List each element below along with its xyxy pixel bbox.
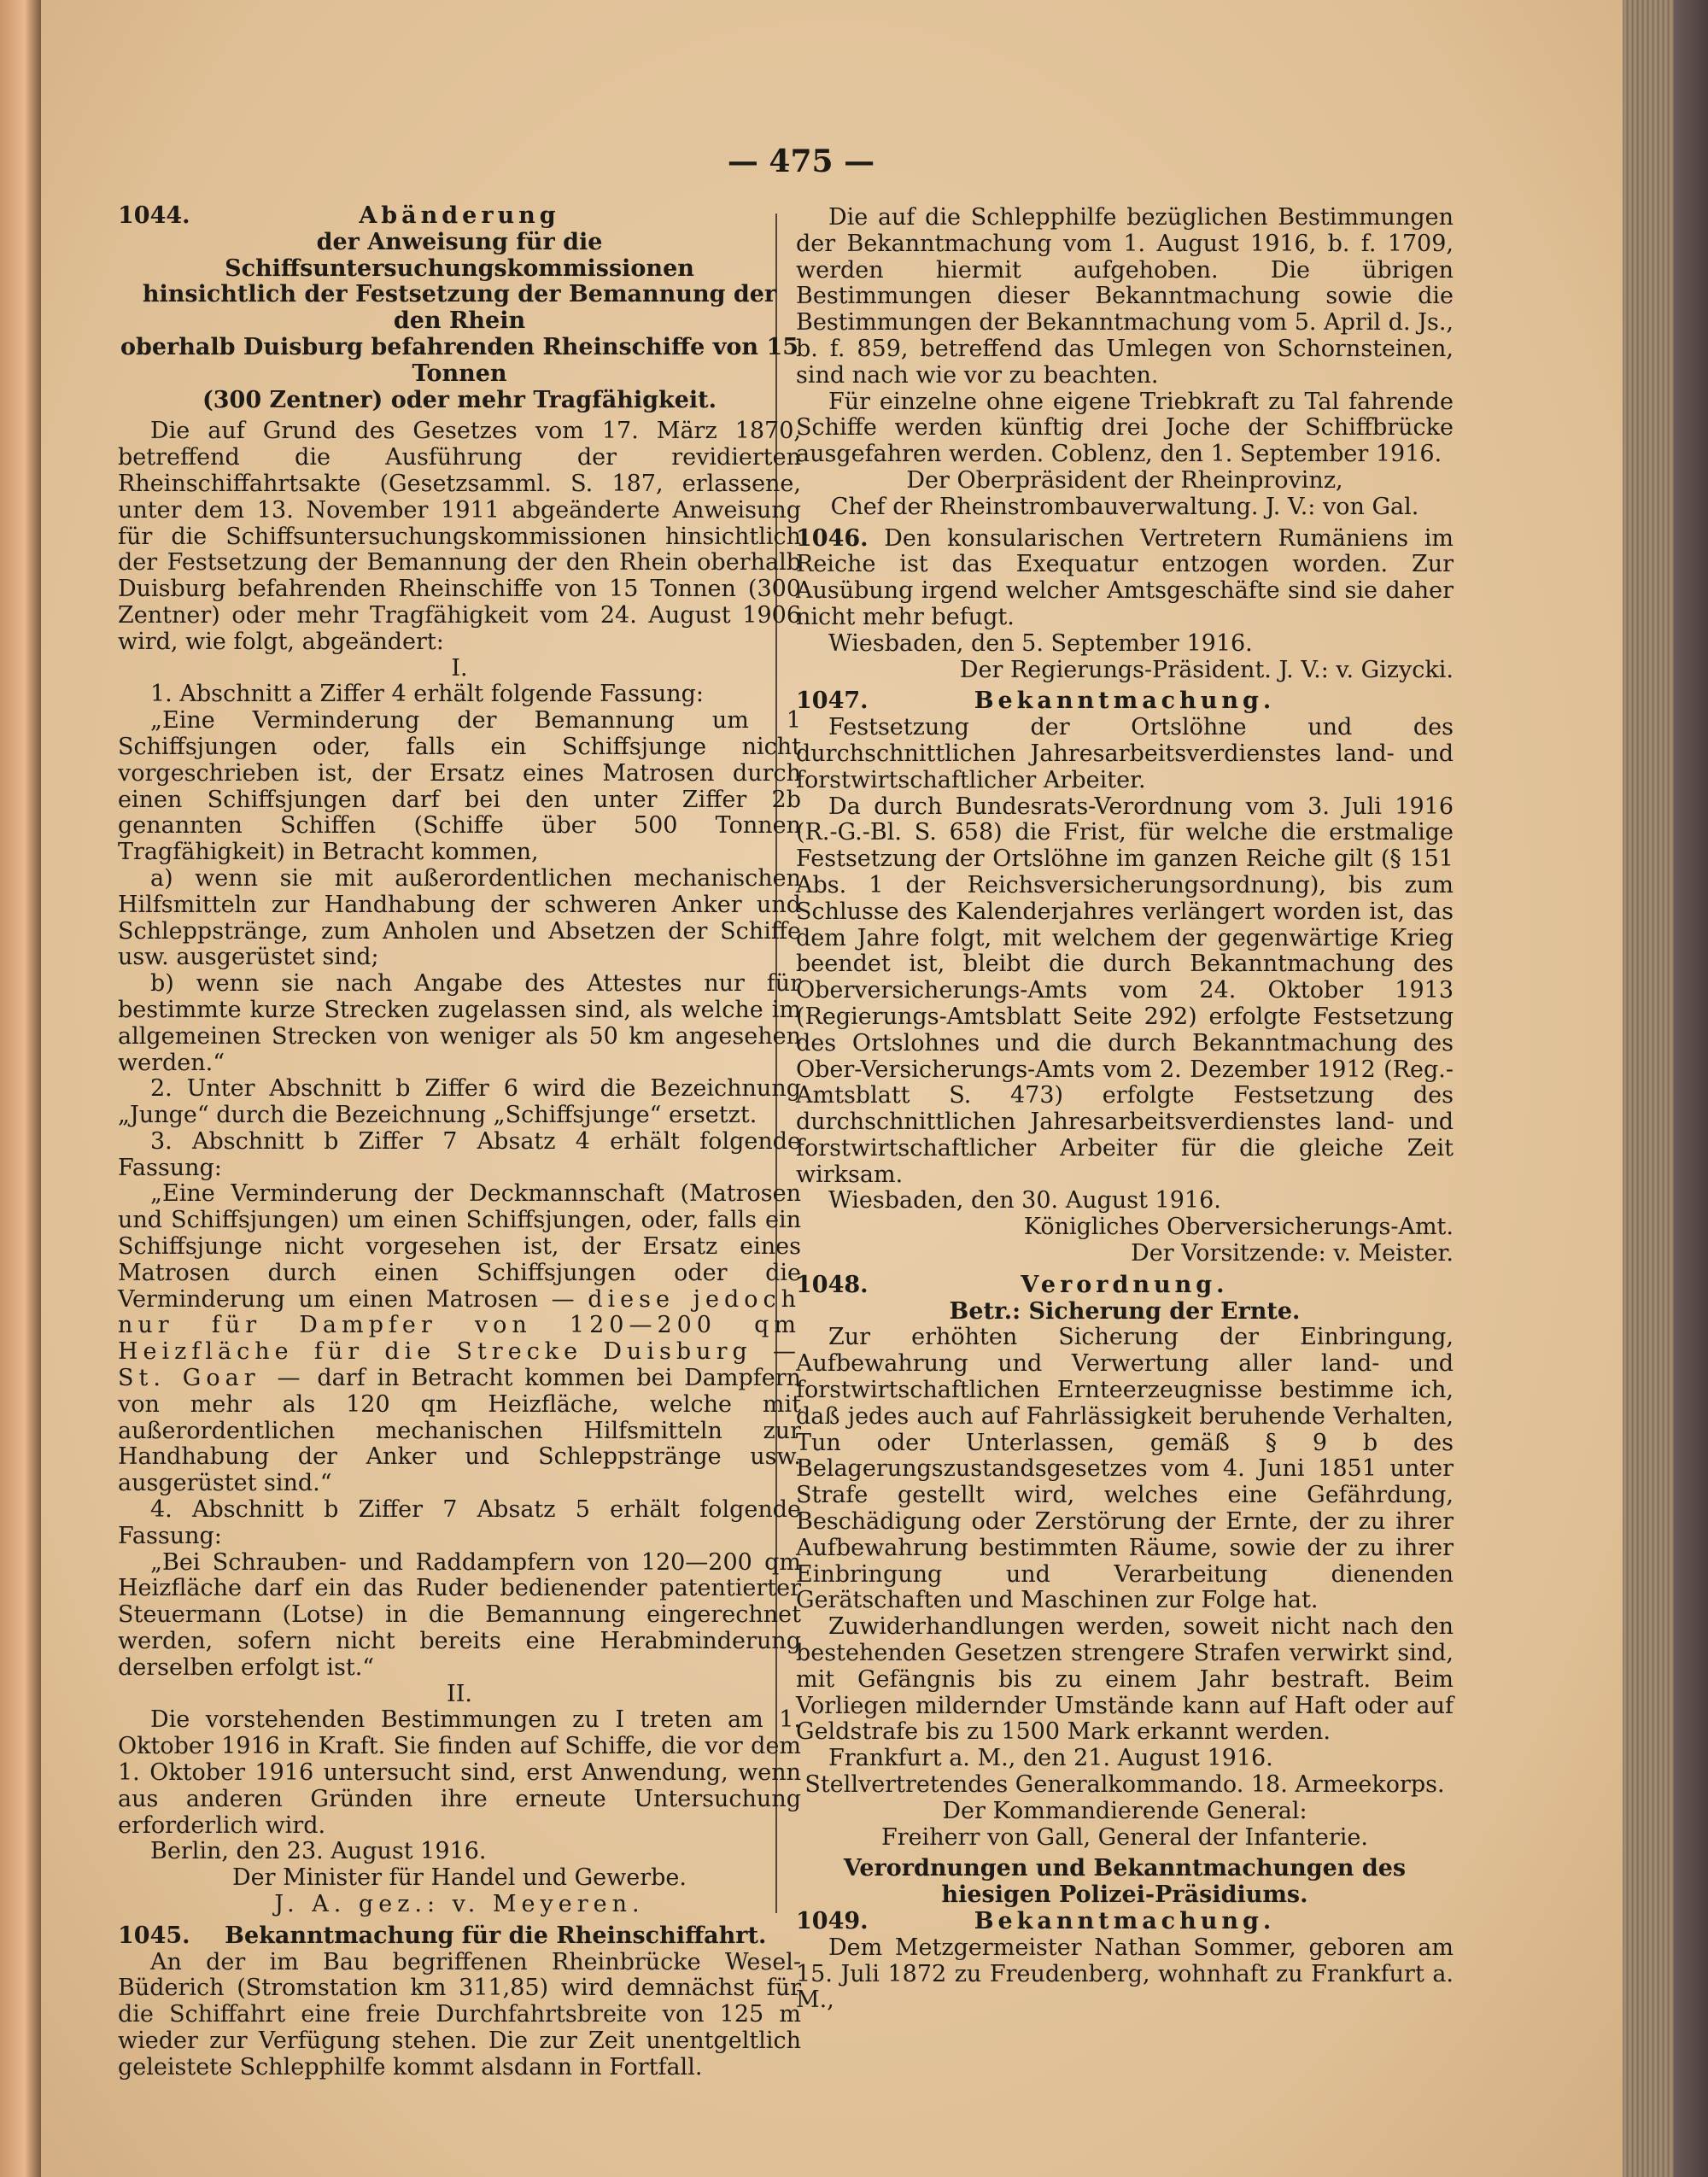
section-number: 1046. xyxy=(796,524,869,552)
section-subtitle: Betr.: Sicherung der Ernte. xyxy=(949,1297,1301,1325)
section-subtitle-line: oberhalb Duisburg befahrenden Rheinschiffe von 15 Tonnen xyxy=(120,333,799,387)
paragraph: 4. Abschnitt b Ziffer 7 Absatz 5 erhält folgende Fassung: xyxy=(118,1496,801,1549)
paragraph: 3. Abschnitt b Ziffer 7 Absatz 4 erhält folgende Fassung: xyxy=(118,1127,801,1181)
section-group-heading: Verordnungen und Bekanntmachungen des hiesigen Polizei-Präsidiums. xyxy=(843,1855,1407,1909)
section-subtitle-line: der Anweisung für die Schiffsuntersuchungskommissionen xyxy=(225,228,694,282)
section-1045-heading xyxy=(118,1923,801,1950)
paragraph: Die auf die Schlepphilfe bezüglichen Bestimmungen der Bekanntmachung vom 1. August 1916, b. f. 1709, werden hiermit aufgehoben. Die übrigen Bestimmungen dieser Bekanntmachung sowie die Bestimmungen der Bekanntmachung vom 5. April d. Js., b. f. 859, betreffend das Umlegen von Schornsteinen, sind nach wie vor zu beachten. xyxy=(796,204,1454,389)
left-page-edge xyxy=(0,0,41,2177)
paragraph: Zuwiderhandlungen werden, soweit nicht nach den bestehenden Gesetzen strengere Strafen verwirkt sind, mit Gefängnis bis zu einem Jahr bestraft. Beim Vorliegen mildernder Umstände kann auf Haft oder auf Geldstrafe bis zu 1500 Mark erkannt werden. xyxy=(796,1613,1454,1746)
section-number: 1048. xyxy=(796,1271,869,1298)
place-date: Wiesbaden, den 5. September 1916. xyxy=(828,629,1253,657)
section-title: Bekanntmachung. xyxy=(974,1908,1276,1934)
roman-numeral: II. xyxy=(447,1680,472,1707)
paragraph: 1. Abschnitt a Ziffer 4 erhält folgende Fassung: xyxy=(150,681,704,708)
signature-line: Der Kommandierende General: xyxy=(942,1797,1307,1824)
quote-text: darf in Betracht kommen bei Dampfern von mehr als 120 qm Heizfläche, welche mit außerordentlichen mechanischen Hilfsmitteln zur Handhabung der Anker und Schleppstränge usw. ausgerüstet sind.“ xyxy=(118,1365,801,1497)
paragraph: 2. Unter Abschnitt b Ziffer 6 wird die Bezeichnung „Junge“ durch die Bezeichnung „Schiffsjunge“ ersetzt. xyxy=(118,1075,801,1129)
section-title: Bekanntmachung. xyxy=(974,688,1276,715)
section-title: Verordnung. xyxy=(1021,1271,1229,1298)
place-date: Berlin, den 23. August 1916. xyxy=(150,1838,487,1865)
signature-line: Der Minister für Handel und Gewerbe. xyxy=(231,1864,687,1892)
paragraph: b) wenn sie nach Angabe des Attestes nur für bestimmte kurze Strecken zugelassen sind, als welche im allgemeinen Strecken von weniger als 50 km angesehen werden.“ xyxy=(118,970,801,1076)
roman-numeral: I. xyxy=(451,654,468,682)
book-cover-edge xyxy=(1674,0,1708,2177)
section-1047-heading xyxy=(796,688,1454,715)
paragraph: Für einzelne ohne eigene Triebkraft zu Tal fahrende Schiffe werden künftig drei Joche der Schiffbrücke ausgefahren werden. Coblenz, den 1. September 1916. xyxy=(796,388,1454,468)
signature-line: Der Vorsitzende: v. Meister. xyxy=(1131,1240,1454,1267)
section-1048-heading xyxy=(796,1273,1454,1299)
left-column xyxy=(118,203,801,2081)
signature-line: Freiherr von Gall, General der Infanterie. xyxy=(881,1823,1368,1851)
paragraph: „Eine Verminderung der Bemannung um 1 Schiffsjungen oder, falls ein Schiffsjunge nicht vorgeschrieben ist, der Ersatz eines Matrosen durch einen Schiffsjungen darf bei den unter Ziffer 2b genannten Schiffen (Schiffe über 500 Tonnen Tragfähigkeit) in Betracht kommen, xyxy=(118,707,801,866)
paragraph: Da durch Bundesrats-Verordnung vom 3. Juli 1916 (R.-G.-Bl. S. 658) die Frist, für welche die erstmalige Festsetzung der Ortslöhne im ganzen Reiche gilt (§ 151 Abs. 1 der Reichsversicherungsordnung), bis zum Schlusse des Kalenderjahres verlängert worden ist, das dem Jahre folgt, mit welchem der gegenwärtige Krieg beendet ist, bleibt die durch Bekanntmachung des Oberversicherungs-Amts vom 24. Oktober 1913 (Regierungs-Amtsblatt Seite 292) erfolgte Festsetzung des Ortslohnes und die durch Bekanntmachung des Ober-Versicherungs-Amts vom 2. Dezember 1912 (Reg.-Amtsblatt S. 473) erfolgte Festsetzung des durchschnittlichen Jahresarbeitsverdienstes land- und forstwirtschaftlicher Arbeiter für die gleiche Zeit wirksam. xyxy=(796,793,1454,1188)
paragraph: „Bei Schrauben- und Raddampfern von 120—200 qm Heizfläche darf ein das Ruder bedienender patentierter Steuermann (Lotse) in die Bemannung eingerechnet werden, sofern nicht bereits eine Herabminderung derselben erfolgt ist.“ xyxy=(118,1548,801,1681)
document-page xyxy=(41,0,1623,2177)
section-number: 1044. xyxy=(118,202,190,229)
signature-line: J. A. gez.: v. Meyeren. xyxy=(274,1891,645,1917)
paragraph: Die auf Grund des Gesetzes vom 17. März 1870, betreffend die Ausführung der revidierten Rheinschiffahrtsakte (Gesetzsamml. S. 187, erlassene, unter dem 13. November 1911 abgeänderte Anweisung für die Schiffsuntersuchungskommissionen hinsichtlich der Festsetzung der Bemannung der den Rhein oberhalb Duisburg befahrenden Rheinschiffe von 15 Tonnen (300 Zentner) oder mehr Tragfähigkeit vom 24. August 1906 wird, wie folgt, abgeändert: xyxy=(118,418,801,655)
section-number: 1045. xyxy=(118,1922,190,1949)
signature-line: Der Oberpräsident der Rheinprovinz, xyxy=(906,466,1343,494)
paragraph: Zur erhöhten Sicherung der Einbringung, Aufbewahrung und Verwertung aller land- und forstwirtschaftlichen Ernteerzeugnisse bestimme ich, daß jedes auch auf Fahrlässigkeit beruhende Verhalten, Tun oder Unterlassen, gemäß § 9 b des Belagerungszustandsgesetzes vom 4. Juni 1851 unter Strafe gestellt wird, welches eine Gefährdung, Beschädigung oder Zerstörung der Ernte, der zu ihrer Aufbewahrung bestimmten Räume, sowie der zu ihrer Einbringung und Verarbeitung dienenden Gerätschaften und Maschinen zur Folge hat. xyxy=(796,1324,1454,1614)
signature-line: Stellvertretendes Generalkommando. 18. Armeekorps. xyxy=(804,1771,1445,1799)
section-text: Den konsularischen Vertretern Rumäniens im Reiche ist das Exequatur entzogen worden. Zur Ausübung irgend welcher Amtsgeschäfte sind sie daher nicht mehr befugt. xyxy=(796,524,1454,630)
section-subtitle-line: hinsichtlich der Festsetzung der Bemannung der den Rhein xyxy=(142,281,777,335)
paragraph: Dem Metzgermeister Nathan Sommer, geboren am 15. Juli 1872 zu Freudenberg, wohnhaft zu Frankfurt a. M., xyxy=(796,1934,1454,2014)
section-title: Abänderung xyxy=(359,202,560,229)
signature-line: Königliches Oberversicherungs-Amt. xyxy=(1023,1214,1454,1241)
page-number: — 475 — xyxy=(727,143,875,179)
right-column xyxy=(796,205,1454,2014)
spaced-emphasis: diese jedoch nur für Dampfer von 120—200 qm Heizfläche für die Strecke Duisburg — St. Goar — xyxy=(118,1285,801,1392)
section-subtitle-line: (300 Zentner) oder mehr Tragfähigkeit. xyxy=(202,386,717,413)
paragraph xyxy=(118,1181,801,1497)
paragraph: Festsetzung der Ortslöhne und des durchschnittlichen Jahresarbeitsverdienstes land- und forstwirtschaftlicher Arbeiter. xyxy=(796,714,1454,793)
section-1044-heading xyxy=(118,203,801,230)
section-number: 1049. xyxy=(796,1908,869,1934)
paragraph: An der im Bau begriffenen Rheinbrücke Wesel-Büderich (Stromstation km 311,85) wird demnächst für die Schiffahrt eine freie Durchfahrtsbreite von 125 m wieder zur Verfügung stehen. Die zur Zeit unentgeltlich geleistete Schlepphilfe kommt alsdann in Fortfall. xyxy=(118,1948,801,2080)
section-1049-heading xyxy=(796,1909,1454,1935)
paragraph: a) wenn sie mit außerordentlichen mechanischen Hilfsmitteln zur Handhabung der schweren Anker und Schleppstränge, zum Anholen und Absetzen der Schiffe usw. ausgerüstet sind; xyxy=(118,864,801,971)
section-number: 1047. xyxy=(796,688,869,715)
quote-text: „Eine Verminderung der Deckmannschaft (Matrosen und Schiffsjungen) um einen Schiffsjungen, oder, falls ein Schiffsjunge nicht vorgesehen ist, der Ersatz eines Matrosen durch einen Schiffsjungen oder die Verminderung um einen Matrosen — xyxy=(118,1180,801,1313)
paragraph: Die vorstehenden Bestimmungen zu I treten am 1. Oktober 1916 in Kraft. Sie finden auf Schiffe, die vor dem 1. Oktober 1916 untersucht sind, erst Anwendung, wenn aus anderen Gründen ihre erneute Untersuchung erforderlich wird. xyxy=(118,1706,801,1839)
section-title: Bekanntmachung für die Rheinschiffahrt. xyxy=(225,1922,767,1949)
signature-line: Der Regierungs-Präsident. J. V.: v. Gizycki. xyxy=(959,656,1454,683)
signature-line: Chef der Rheinstrombauverwaltung. J. V.: von Gal. xyxy=(830,493,1419,520)
paragraph xyxy=(796,526,1454,631)
place-date: Wiesbaden, den 30. August 1916. xyxy=(828,1187,1221,1214)
place-date: Frankfurt a. M., den 21. August 1916. xyxy=(828,1745,1273,1772)
